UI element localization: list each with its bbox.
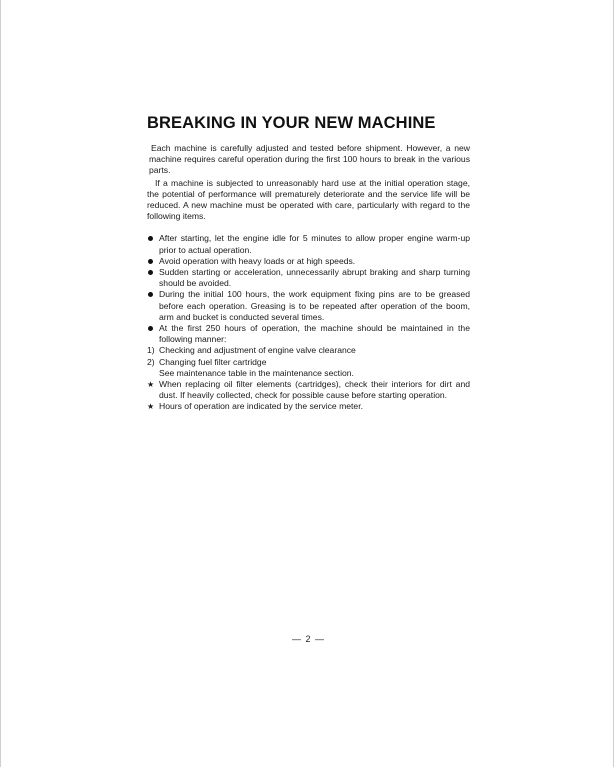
item-number: 1) [147, 345, 155, 356]
intro-paragraph-1: Each machine is carefully adjusted and tested before shipment. However, a new machine requires careful operation during the first 100 hours to break in the various parts. [149, 143, 470, 176]
star-icon: ★ [147, 380, 155, 390]
star-note [147, 401, 470, 412]
list-item-text: See maintenance table in the maintenance section. [159, 367, 354, 378]
list-item [147, 289, 470, 323]
list-item [147, 323, 470, 345]
list-item-text: Avoid operation with heavy loads or at high speeds. [159, 255, 356, 266]
numbered-item [147, 357, 470, 368]
item-number: 2) [147, 356, 155, 367]
list-item-text: After starting, let the engine idle for 5 minutes to allow proper engine warm-up prior to actual operation. [159, 233, 470, 255]
numbered-item [147, 345, 470, 356]
list-item-text: At the first 250 hours of operation, the machine should be maintained in the following manner: [159, 323, 470, 345]
list-item-text: During the initial 100 hours, the work equipment fixing pins are to be greased before each operation. Greasing is to be repeated after operation of the boom, arm and bucket is conducted several times. [159, 289, 470, 322]
page-number: — 2 — [292, 634, 326, 644]
bullet-icon [147, 289, 159, 300]
star-note [147, 379, 470, 401]
list-item [147, 233, 470, 255]
intro-paragraph-2: If a machine is subjected to unreasonably hard use at the initial operation stage, the potential of performance will prematurely deteriorate and the service life will be reduced. A new machine must be operated with care, particularly with regard to the following items. [147, 177, 470, 222]
bullet-icon [147, 256, 159, 267]
note-line [147, 368, 470, 379]
intro-section [147, 143, 470, 222]
bullet-icon [147, 323, 159, 334]
bullet-icon [147, 233, 159, 244]
list-item-text: Sudden starting or acceleration, unnecessarily abrupt braking and sharp turning should be avoided. [159, 267, 470, 289]
list-item-text: When replacing oil filter elements (cartridges), check their interiors for dirt and dust. If heavily collected, check for possible cause before starting operation. [159, 379, 470, 401]
page-title: BREAKING IN YOUR NEW MACHINE [147, 114, 436, 132]
document-body [147, 114, 470, 413]
bullet-icon [147, 267, 159, 278]
list-item-text: Hours of operation are indicated by the service meter. [159, 401, 363, 412]
list-item-text: Checking and adjustment of engine valve clearance [159, 345, 356, 356]
list-item [147, 267, 470, 289]
star-icon: ★ [147, 402, 155, 412]
list-item-text: Changing fuel filter cartridge [159, 356, 267, 367]
instruction-list [147, 233, 470, 412]
list-item [147, 256, 470, 267]
